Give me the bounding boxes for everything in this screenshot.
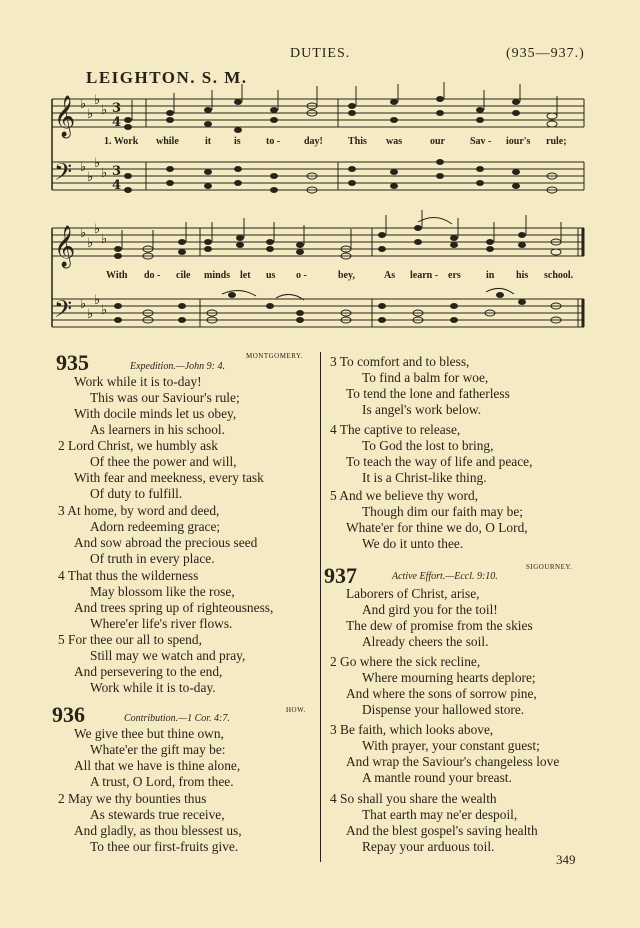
hymn-936-verse-4: 4 The captive to release, To God the lost to bring, To teach the way of life and peace, It is a Christ-like thing. [330, 422, 533, 485]
lyric-2-12: in [486, 270, 495, 281]
hymn-935-verse-5: 5 For thee our all to spend, Still may we watch and pray, And persevering to the end, Work while it is to-day. [58, 632, 246, 695]
scripture-reference: Expedition.—John 9: 4. [130, 361, 225, 372]
lyric-2-7: o - [296, 270, 307, 281]
lyric-1-7: This [348, 136, 367, 147]
author: HOW. [286, 706, 306, 714]
hymn-936-verse-1: We give thee but thine own, Whate'er the gift may be: All that we have is thine alone, A trust, O Lord, from thee. [74, 726, 241, 789]
svg-text:♭: ♭ [80, 226, 87, 241]
lyric-1-12: rule; [546, 136, 567, 147]
lyric-2-6: us [266, 270, 276, 281]
hymn-935-verse-1: Work while it is to-day! This was our Saviour's rule; With docile minds let us obey, As learners in his school. [74, 374, 240, 437]
svg-text:♭: ♭ [94, 93, 101, 108]
svg-text:♭: ♭ [94, 222, 101, 237]
hymn-936-verse-3: 3 To comfort and to bless, To find a balm for woe, To tend the lone and fatherless Is angel's work below. [330, 354, 510, 417]
svg-text:𝄞: 𝄞 [54, 226, 76, 267]
lyric-2-1: With [106, 270, 128, 281]
running-header-range: (935—937.) [506, 46, 585, 61]
lyric-2-4: minds [204, 270, 231, 281]
treble-clef-icon: 𝄞 [54, 96, 76, 137]
hymn-number: 935 [56, 350, 89, 375]
lyric-2-11: ers [448, 270, 461, 281]
scripture-reference: Active Effort.—Eccl. 9:10. [392, 571, 498, 582]
svg-text:♭: ♭ [87, 307, 94, 322]
bass-staff-2 [52, 299, 584, 327]
svg-text:♭: ♭ [87, 170, 94, 185]
lyric-1-9: our [430, 136, 445, 147]
svg-text:♭: ♭ [80, 297, 87, 312]
hymn-937-verse-1: Laborers of Christ, arise, And gird you for the toil! The dew of promise from the skies Already cheers the soil. [346, 586, 533, 649]
lyric-2-13: his [516, 270, 529, 281]
lyric-2-9: As [384, 270, 396, 281]
lyric-2-3: cile [176, 270, 191, 281]
svg-text:♭: ♭ [101, 103, 108, 118]
hymn-936-verse-5: 5 And we believe thy word, Though dim our faith may be; Whate'er for thine we do, O Lord, We do it unto thee. [330, 488, 528, 551]
author: SIGOURNEY. [526, 563, 573, 571]
hymn-937-verse-2: 2 Go where the sick recline, Where mourning hearts deplore; And where the sons of sorrow pine, Dispense your hallowed store. [330, 654, 537, 717]
lyric-1-1: 1. Work [104, 136, 139, 147]
svg-text:3: 3 [112, 164, 122, 179]
page-number: 349 [556, 852, 576, 867]
hymn-937-verse-3: 3 Be faith, which looks above, With prayer, your constant guest; And wrap the Saviour's changeless love A mantle round your breast. [330, 722, 560, 785]
notes-system-1 [124, 96, 557, 193]
lyric-2-5: let [240, 270, 251, 281]
svg-text:𝄢: 𝄢 [54, 295, 73, 328]
author: MONTGOMERY. [246, 352, 303, 360]
column-divider [320, 352, 321, 862]
svg-text:♭: ♭ [101, 232, 108, 247]
svg-text:4: 4 [112, 178, 122, 193]
running-header-section: DUTIES. [290, 46, 351, 61]
lyric-1-11: iour's [506, 136, 531, 147]
time-signature: 3 [112, 101, 122, 116]
lyric-2-2: do - [144, 270, 161, 281]
lyric-1-3: it [205, 136, 212, 147]
svg-text:♭: ♭ [80, 97, 87, 112]
hymn-935-verse-4: 4 That thus the wilderness May blossom like the rose, And trees spring up of righteousness, Where'er life's river flows. [58, 568, 274, 631]
lyric-2-10: learn - [410, 270, 439, 281]
svg-text:♭: ♭ [101, 303, 108, 318]
hymn-936-verse-2: 2 May we thy bounties thus As stewards true receive, And gladly, as thou blessest us, To thee our first-fruits give. [58, 791, 242, 854]
tune-name: LEIGHTON. S. M. [86, 68, 248, 87]
hymn-number: 936 [52, 702, 85, 727]
svg-text:♭: ♭ [101, 166, 108, 181]
lyric-1-2: while [156, 136, 179, 147]
svg-text:♭: ♭ [80, 160, 87, 175]
hymn-937-verse-4: 4 So shall you share the wealth That earth may ne'er despoil, And the blest gospel's saving health Repay your arduous toil. [330, 791, 538, 854]
lyric-1-4: is [234, 136, 241, 147]
svg-text:4: 4 [112, 115, 122, 130]
bass-clef-icon: 𝄢 [54, 158, 73, 191]
hymn-935-verse-3: 3 At home, by word and deed, Adorn redeeming grace; And sow abroad the precious seed Of truth in every place. [58, 503, 258, 566]
svg-text:♭: ♭ [94, 156, 101, 171]
lyric-1-8: was [386, 136, 403, 147]
hymn-935-verse-2: 2 Lord Christ, we humbly ask Of thee the power and will, With fear and meekness, every task Of duty to fulfill. [58, 438, 264, 501]
lyric-2-14: school. [544, 270, 574, 281]
lyric-1-10: Sav - [470, 136, 492, 147]
lyric-1-6: day! [304, 136, 323, 147]
lyric-1-5: to - [266, 136, 281, 147]
treble-staff-2 [52, 228, 584, 256]
hymn-number: 937 [324, 563, 357, 588]
svg-text:♭: ♭ [87, 236, 94, 251]
svg-text:♭: ♭ [94, 293, 101, 308]
treble-staff-1 [52, 99, 584, 127]
scripture-reference: Contribution.—1 Cor. 4:7. [124, 713, 230, 724]
bass-staff-1 [52, 162, 584, 190]
svg-text:♭: ♭ [87, 107, 94, 122]
lyric-2-8: bey, [338, 270, 355, 281]
